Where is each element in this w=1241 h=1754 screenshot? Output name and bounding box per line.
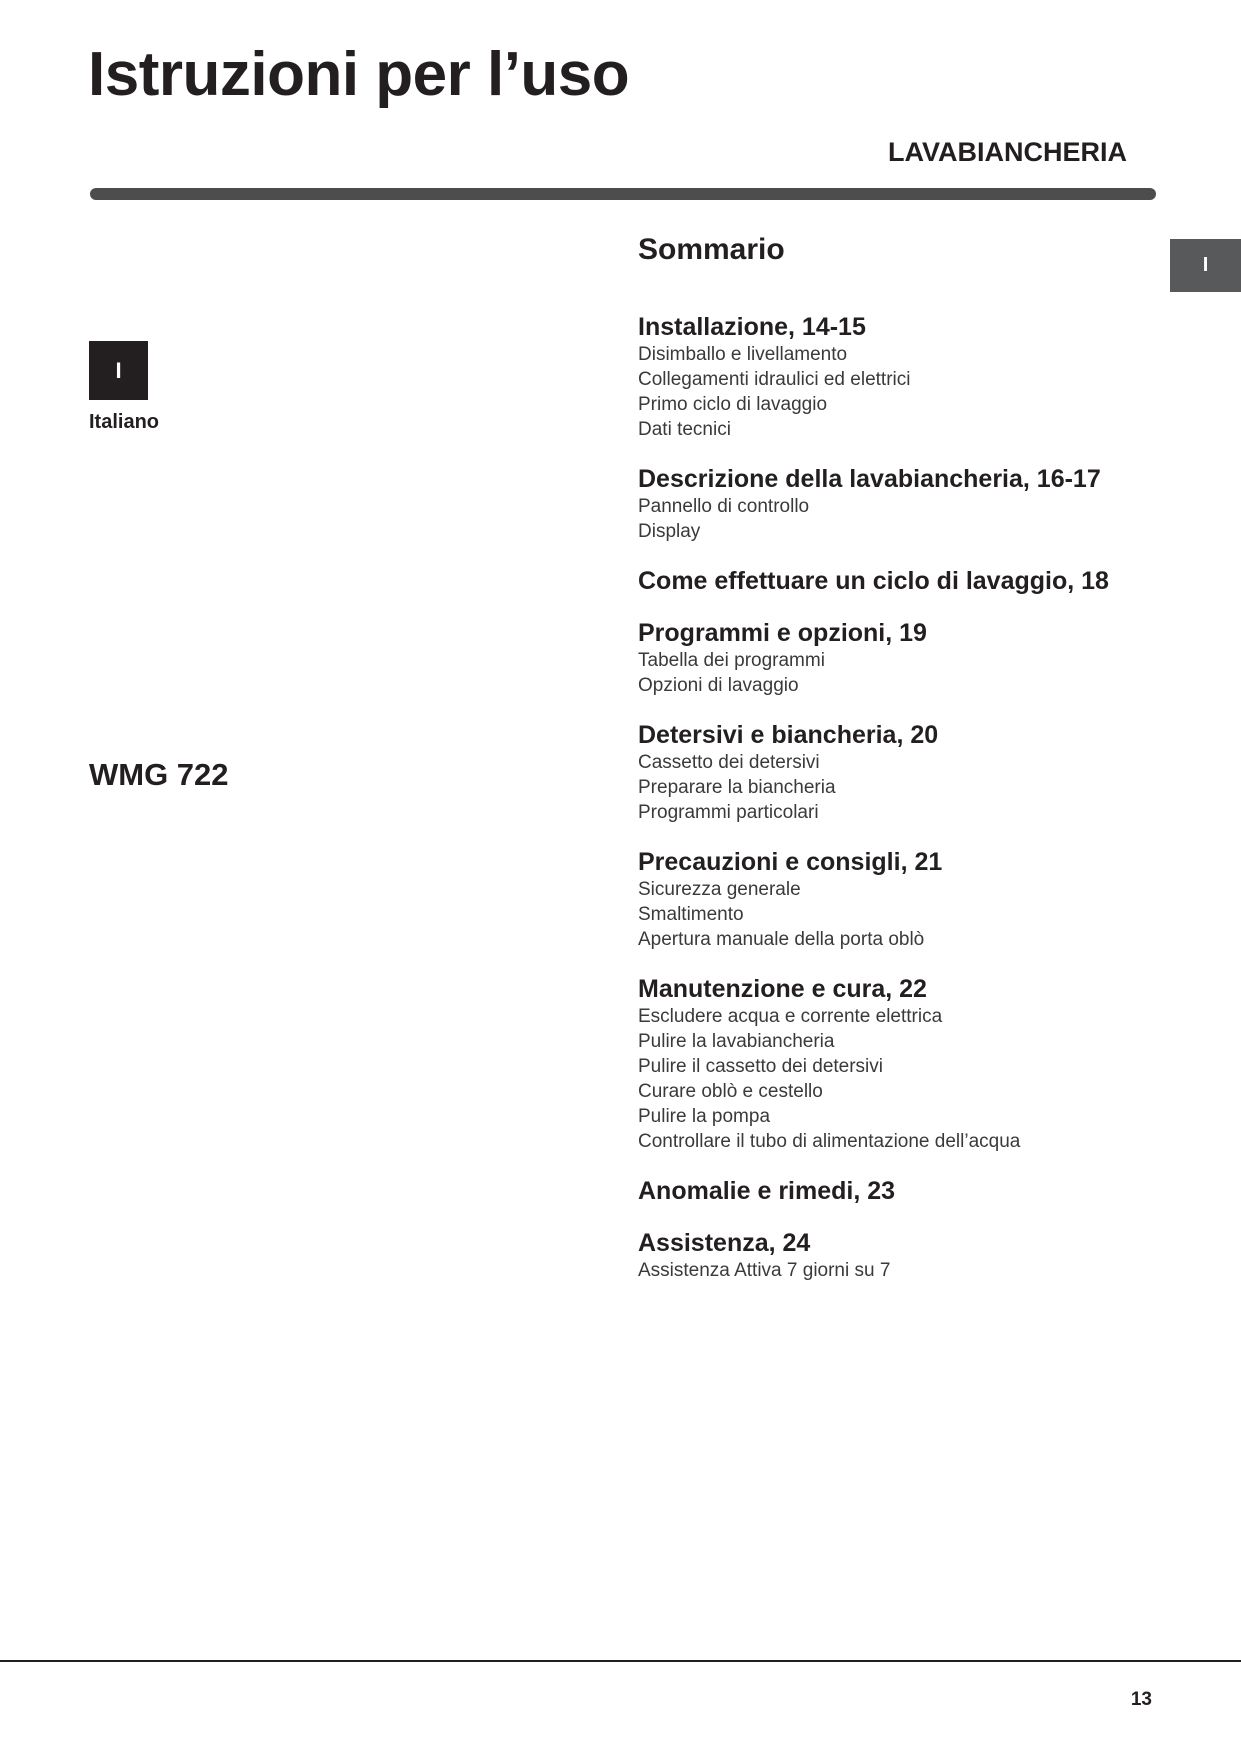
- toc-item: Controllare il tubo di alimentazione dell’acqua: [638, 1131, 1021, 1152]
- header-divider: [90, 188, 1156, 200]
- toc-item: Pannello di controllo: [638, 496, 810, 517]
- toc-item: Preparare la biancheria: [638, 777, 836, 798]
- toc-item: Tabella dei programmi: [638, 650, 825, 671]
- toc-item: Sicurezza generale: [638, 879, 801, 900]
- toc-section: [638, 464, 1158, 544]
- toc-section-heading: Programmi e opzioni, 19: [638, 619, 927, 647]
- page-number: 13: [1130, 1689, 1152, 1710]
- toc-item: Dati tecnici: [638, 419, 731, 440]
- toc-section: [638, 720, 1158, 825]
- table-of-contents: [638, 312, 1158, 1305]
- toc-section: [638, 1228, 1158, 1283]
- toc-section-heading: Detersivi e biancheria, 20: [638, 721, 939, 749]
- toc-item: Smaltimento: [638, 904, 744, 925]
- model-name: WMG 722: [89, 757, 229, 792]
- toc-item: Apertura manuale della porta oblò: [638, 929, 925, 950]
- toc-item: Primo ciclo di lavaggio: [638, 394, 828, 415]
- toc-item: Display: [638, 521, 701, 542]
- toc-title: Sommario: [638, 233, 785, 266]
- toc-section: [638, 974, 1158, 1154]
- toc-section-heading: Come effettuare un ciclo di lavaggio, 18: [638, 567, 1109, 595]
- toc-item: Collegamenti idraulici ed elettrici: [638, 369, 911, 390]
- toc-section: [638, 312, 1158, 442]
- toc-item: Disimballo e livellamento: [638, 344, 848, 365]
- language-label: Italiano: [89, 411, 160, 433]
- toc-section-heading: Descrizione della lavabiancheria, 16-17: [638, 465, 1101, 493]
- language-code-badge: I: [89, 341, 148, 400]
- toc-item: Pulire la pompa: [638, 1106, 771, 1127]
- toc-section: [638, 847, 1158, 952]
- toc-item: Cassetto dei detersivi: [638, 752, 820, 773]
- toc-item: Programmi particolari: [638, 802, 819, 823]
- toc-section-heading: Assistenza, 24: [638, 1229, 811, 1257]
- toc-section-heading: Anomalie e rimedi, 23: [638, 1177, 896, 1205]
- toc-item: Pulire la lavabiancheria: [638, 1031, 835, 1052]
- toc-item: Opzioni di lavaggio: [638, 675, 799, 696]
- toc-item: Assistenza Attiva 7 giorni su 7: [638, 1260, 891, 1281]
- language-side-tab: I: [1170, 239, 1241, 292]
- toc-section-heading: Installazione, 14-15: [638, 313, 866, 341]
- footer-divider: [0, 1660, 1241, 1662]
- toc-item: Curare oblò e cestello: [638, 1081, 823, 1102]
- toc-section: [638, 566, 1158, 596]
- toc-item: Escludere acqua e corrente elettrica: [638, 1006, 943, 1027]
- toc-item: Pulire il cassetto dei detersivi: [638, 1056, 883, 1077]
- document-title: Istruzioni per l’uso: [88, 40, 630, 109]
- document-subtitle: LAVABIANCHERIA: [888, 137, 1127, 167]
- toc-section-heading: Manutenzione e cura, 22: [638, 975, 927, 1003]
- toc-section: [638, 618, 1158, 698]
- toc-section-heading: Precauzioni e consigli, 21: [638, 848, 943, 876]
- toc-section: [638, 1176, 1158, 1206]
